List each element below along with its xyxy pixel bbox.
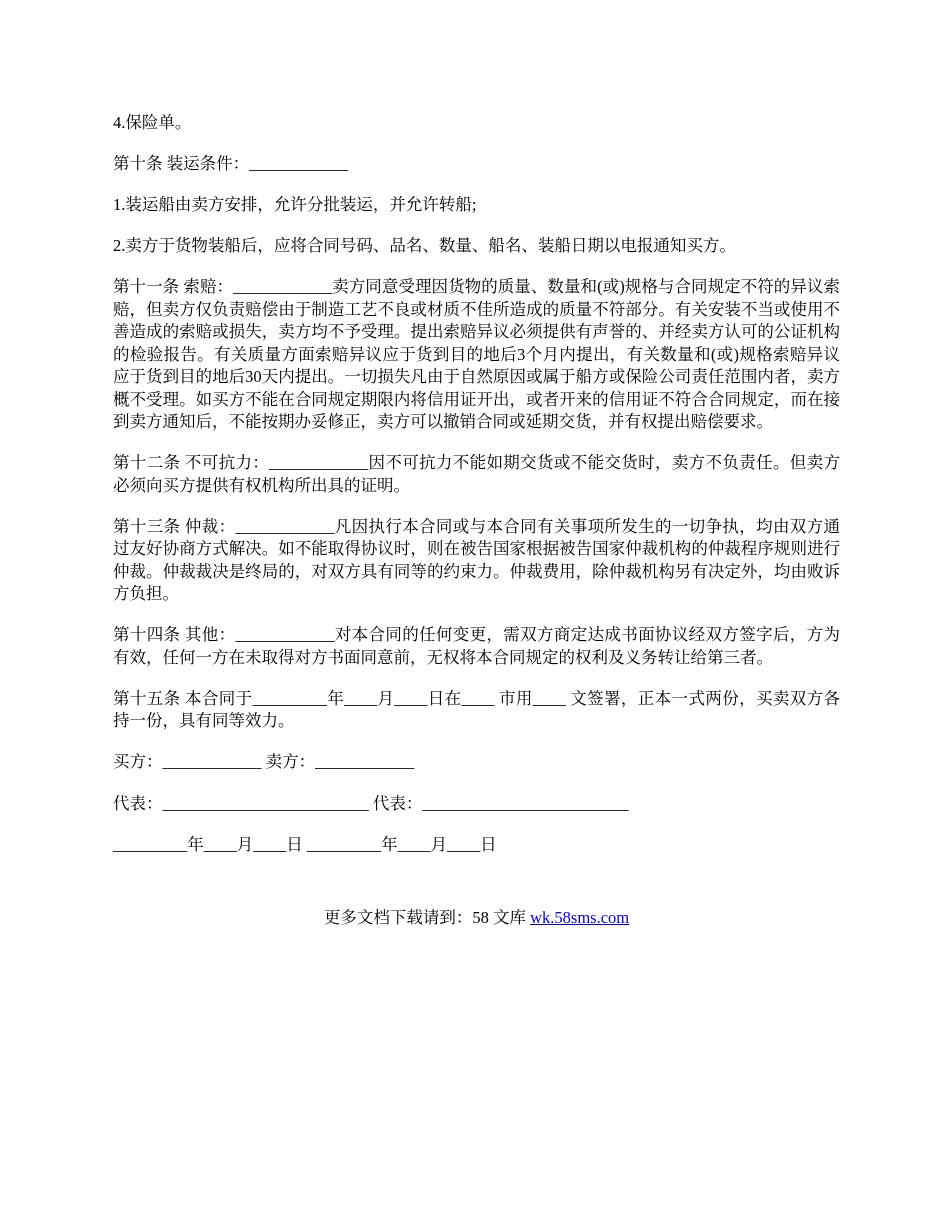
footer-link[interactable]: wk.58sms.com (530, 908, 630, 927)
signature-representatives: 代表：_________________________ 代表：_________________________ (113, 793, 629, 813)
paragraph-shipping-notice: 2.卖方于货物装船后，应将合同号码、品名、数量、船名、装船日期以电报通知买方。 (113, 236, 736, 255)
clause-12-force-majeure: 第十二条 不可抗力：____________因不可抗力不能如期交货或不能交货时，卖方不负责任。但卖方必须向买方提供有权机构所出具的证明。 (113, 453, 840, 495)
clause-15-signing: 第十五条 本合同于_________年____月____日在____ 市用____ 文签署，正本一式两份，买卖双方各持一份，具有同等效力。 (113, 688, 840, 730)
clause-11-claims: 第十一条 索赔：____________卖方同意受理因货物的质量、数量和(或)规格与合同规定不符的异议索赔，但卖方仅负责赔偿由于制造工艺不良或材质不佳所造成的质量不符部分。有关安装不当或使用不善造成的索赔或损失，卖方均不予受理。提出索赔异议必须提供有声誉的、并经卖方认可的公证机构的检验报告。有关质量方面索赔异议应于货到目的地后3个月内提出，有关数量和(或)规格索赔异议应于货到目的地后30天内提出。一切损失凡由于自然原因或属于船方或保险公司责任范围内者，卖方概不受理。如买方不能在合同规定期限内将信用证开出，或者开来的信用证不符合合同规定，而在接到卖方通知后，不能按期办妥修正，卖方可以撤销合同或延期交货，并有权提出赔偿要求。 (113, 277, 840, 431)
signature-buyer-seller: 买方：____________ 卖方：____________ (113, 752, 415, 771)
paragraph-shipping-arrangement: 1.装运船由卖方安排，允许分批装运，并允许转船; (113, 195, 477, 214)
footer (113, 907, 840, 929)
clause-14-other: 第十四条 其他：____________对本合同的任何变更，需双方商定达成书面协议经双方签字后，方为有效，任何一方在未取得对方书面同意前，无权将本合同规定的权利及义务转让给第三者。 (113, 625, 840, 667)
clause-13-arbitration: 第十三条 仲裁：____________凡因执行本合同或与本合同有关事项所发生的一切争执，均由双方通过友好协商方式解决。如不能取得协议时，则在被告国家根据被告国家仲裁机构的仲裁程序规则进行仲裁。仲裁裁决是终局的，对双方具有同等的约束力。仲裁费用，除仲裁机构另有决定外，均由败诉方负担。 (113, 516, 840, 603)
paragraph-insurance-policy: 4.保险单。 (113, 113, 192, 132)
clause-10-shipping-terms: 第十条 装运条件：____________ (113, 154, 349, 173)
footer-text: 更多文档下载请到：58 文库 (323, 908, 531, 927)
signature-dates: _________年____月____日 _________年____月____日 (113, 835, 497, 854)
document-body (113, 112, 840, 876)
